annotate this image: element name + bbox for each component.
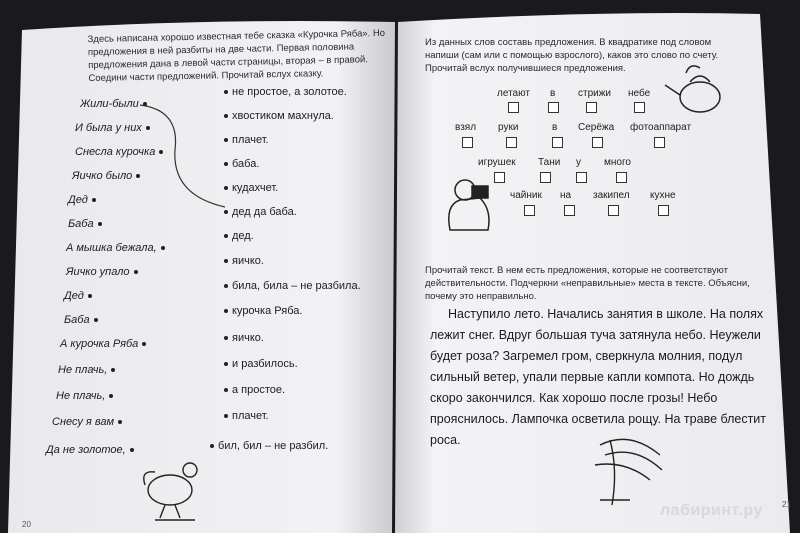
right-item: дед. (220, 230, 254, 242)
answer-box[interactable] (540, 172, 551, 183)
right-item: бил, бил – не разбил. (206, 440, 328, 452)
right-item: яичко. (220, 255, 264, 267)
word: игрушек (478, 157, 516, 168)
left-item: Снесла курочка (75, 146, 167, 158)
left-item: Не плачь, (58, 364, 119, 376)
left-item: А курочка Ряба (60, 338, 150, 350)
word: руки (498, 122, 519, 133)
answer-box[interactable] (616, 172, 627, 183)
answer-box[interactable] (608, 205, 619, 216)
left-item: Баба (64, 314, 102, 326)
word: кухне (650, 190, 676, 201)
left-item: А мышка бежала, (66, 242, 169, 254)
right-item: хвостиком махнула. (220, 110, 334, 122)
left-item: Дед (64, 290, 96, 302)
answer-box[interactable] (494, 172, 505, 183)
left-item: Яичко было (72, 170, 144, 182)
right-item: дед да баба. (220, 206, 297, 218)
answer-box[interactable] (658, 205, 669, 216)
answer-box[interactable] (524, 205, 535, 216)
right-item: яичко. (220, 332, 264, 344)
right-instruction-2: Прочитай текст. В нем есть предложения, которые не соответствуют действительности. Подчеркни «неправильные» места в тексте. Объясни, почему это неправильно. (425, 265, 750, 302)
right-item: кудахчет. (220, 182, 278, 194)
word: Серёжа (578, 122, 615, 133)
watermark: лабиринт.ру (660, 502, 763, 519)
word: в (550, 88, 556, 99)
word: у (576, 157, 581, 168)
word: небе (628, 88, 651, 99)
word: в (552, 122, 558, 133)
left-item: Яичко упало (66, 266, 142, 278)
left-item: И была у них (75, 122, 154, 134)
right-item: не простое, а золотое. (220, 86, 347, 98)
answer-box[interactable] (654, 137, 665, 148)
right-item: и разбилось. (220, 358, 298, 370)
word: взял (455, 122, 477, 133)
right-item: курочка Ряба. (220, 305, 302, 317)
right-item: плачет. (220, 134, 269, 146)
answer-box[interactable] (548, 102, 559, 113)
word: чайник (510, 190, 542, 201)
page-number-left: 20 (22, 520, 31, 529)
answer-box[interactable] (508, 102, 519, 113)
left-item: Дед (68, 194, 100, 206)
word: закипел (593, 190, 630, 201)
page-number-right: 21 (782, 500, 791, 509)
answer-box[interactable] (552, 137, 563, 148)
answer-box[interactable] (462, 137, 473, 148)
left-item: Жили-были (80, 98, 151, 110)
word: стрижи (578, 88, 612, 99)
left-item: Да не золотое, (46, 444, 138, 456)
word: летают (497, 88, 530, 99)
answer-box[interactable] (592, 137, 603, 148)
story-text: Наступило лето. Начались занятия в школе. На полях лежит снег. Вдруг большая туча затянула небо. Неужели будет роза? Загремел гром, сверкнула молния, подул сильный ветер, упали первые капли компота. Но дождь скоро закончился. Как хорошо после грозы! Небо прояснилось. Лампочка осветила рощу. На траве блестит роса. (430, 307, 767, 447)
left-intro: Здесь написана хорошо известная тебе сказка «Курочка Ряба». Но предложения в ней разбиты на две части. Первая половина предложения дана в левой части страницы, вторая – в правой. Соедини части предложений. Прочитай вслух сказку. (87, 27, 386, 85)
right-item: плачет. (220, 410, 269, 422)
word: фотоаппарат (630, 122, 692, 133)
answer-box[interactable] (564, 205, 575, 216)
right-item: баба. (220, 158, 259, 170)
word: много (604, 157, 631, 168)
right-item: а простое. (220, 384, 285, 396)
answer-box[interactable] (506, 137, 517, 148)
left-item: Баба (68, 218, 106, 230)
word: на (560, 190, 572, 201)
word: Тани (538, 157, 561, 168)
left-item: Снесу я вам (52, 416, 126, 428)
answer-box[interactable] (634, 102, 645, 113)
right-item: била, била – не разбила. (220, 280, 361, 292)
right-instruction-1: Из данных слов составь предложения. В квадратике под словом напиши (сам или с помощью взрослого), каков это слово по счету. Прочитай вслух получившиеся предложения. (425, 37, 719, 74)
answer-box[interactable] (586, 102, 597, 113)
left-item: Не плачь, (56, 390, 117, 402)
answer-box[interactable] (576, 172, 587, 183)
